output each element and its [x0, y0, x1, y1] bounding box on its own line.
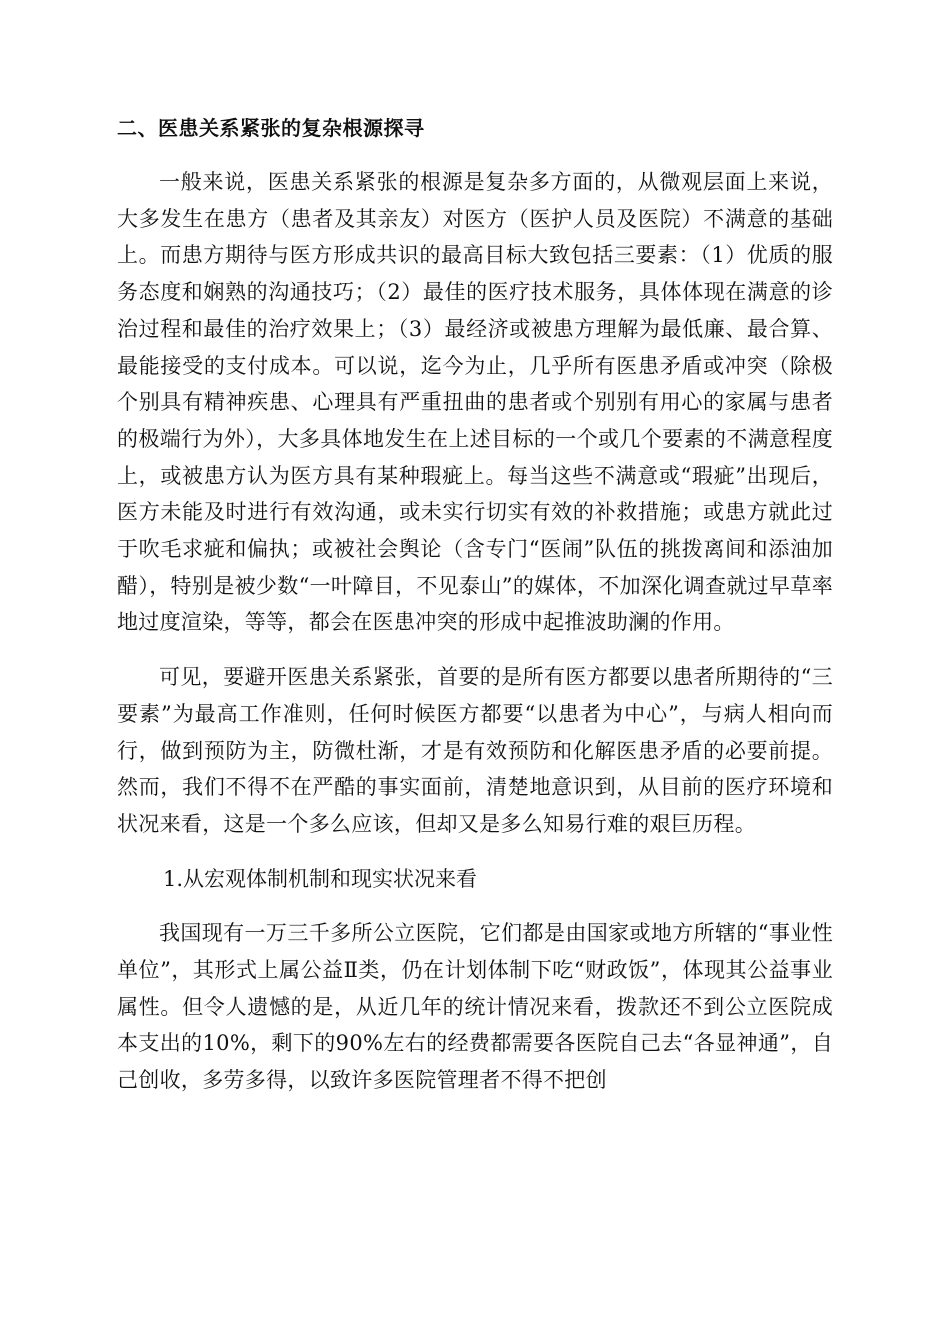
paragraph-2: 可见，要避开医患关系紧张，首要的是所有医方都要以患者所期待的“三要素”为最高工作准则，任何时候医方都要“以患者为中心”，与病人相向而行，做到预防为主，防微杜渐，才是有效预防和化解医患矛盾的必要前提。然而，我们不得不在严酷的事实面前，清楚地意识到，从目前的医疗环境和状况来看，这是一个多么应该，但却又是多么知易行难的艰巨历程。 — [117, 665, 833, 836]
section-heading: 二、医患关系紧张的复杂根源探寻 — [117, 116, 425, 140]
paragraph-3: 我国现有一万三千多所公立医院，它们都是由国家或地方所辖的“事业性单位”，其形式上属公益Ⅱ类，仍在计划体制下吃“财政饭”，体现其公益事业属性。但令人遗憾的是，从近几年的统计情况来看，拨款还不到公立医院成本支出的10%，剩下的90%左右的经费都需要各医院自己去“各显神通”，自己创收，多劳多得，以致许多医院管理者不得不把创 — [117, 921, 833, 1093]
paragraph-1: 一般来说，医患关系紧张的根源是复杂多方面的，从微观层面上来说，大多发生在患方（患者及其亲友）对医方（医护人员及医院）不满意的基础上。而患方期待与医方形成共识的最高目标大致包括三要素：（1）优质的服务态度和娴熟的沟通技巧；（2）最佳的医疗技术服务，具体体现在满意的诊治过程和最佳的治疗效果上；（3）最经济或被患方理解为最低廉、最合算、最能接受的支付成本。可以说，迄今为止，几乎所有医患矛盾或冲突（除极个别具有精神疾患、心理具有严重扭曲的患者或个别别有用心的家属与患者的极端行为外），大多具体地发生在上述目标的一个或几个要素的不满意程度上，或被患方认为医方具有某种瑕疵上。每当这些不满意或“瑕疵”出现后，医方未能及时进行有效沟通，或未实行切实有效的补救措施；或患方就此过于吹毛求疵和偏执；或被社会舆论（含专门“医闹”队伍的挑拨离间和添油加醋），特别是被少数“一叶障目，不见泰山”的媒体，不加深化调查就过早草率地过度渲染，等等，都会在医患冲突的形成中起推波助澜的作用。 — [117, 170, 833, 635]
document-body — [117, 110, 833, 1117]
subsection-heading: 1.从宏观体制机制和现实状况来看 — [163, 866, 478, 891]
